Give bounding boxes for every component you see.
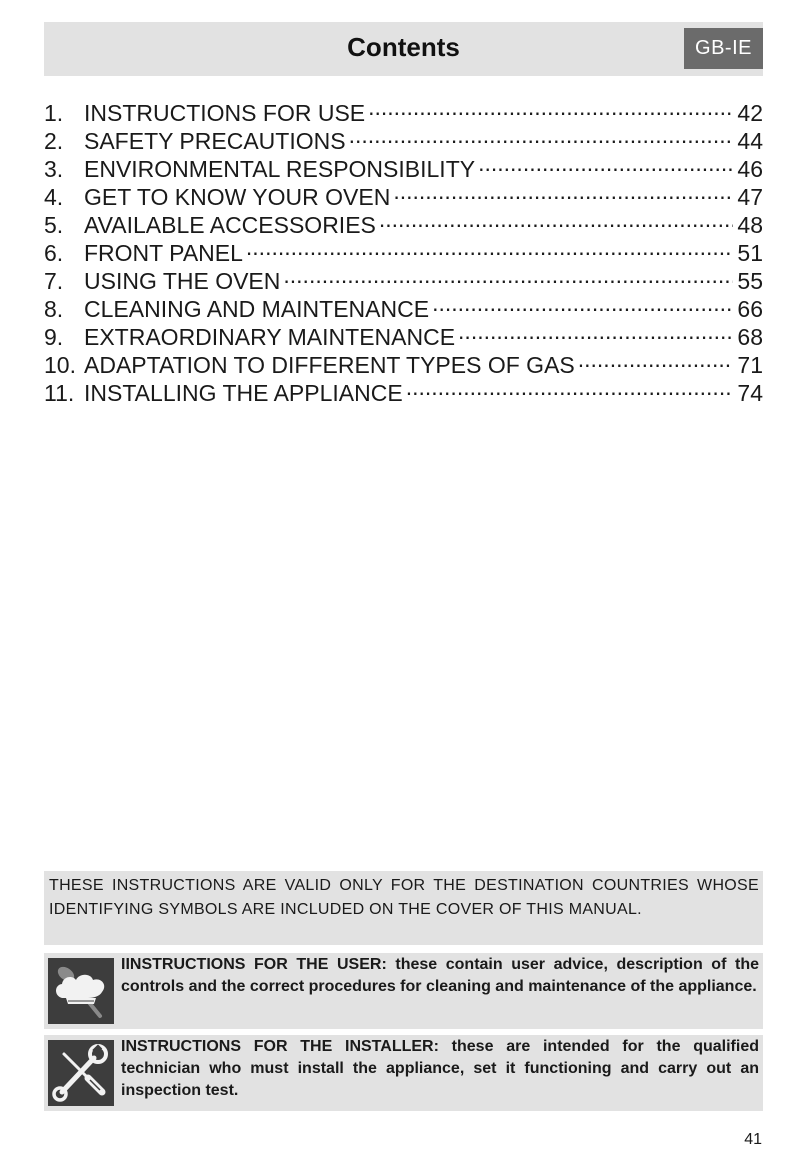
dot-leader — [406, 373, 734, 401]
wrench-screwdriver-icon — [48, 1040, 114, 1106]
toc-entry-page: 51 — [737, 240, 763, 266]
language-badge: GB-IE — [684, 28, 763, 69]
dot-leader — [478, 149, 733, 177]
dot-leader — [368, 93, 733, 121]
dot-leader — [458, 317, 733, 345]
user-instructions-text: IINSTRUCTIONS FOR THE USER: these contain user advice, description of the controls and the correct procedures for cleaning and maintenance of the appliance. — [121, 956, 759, 995]
toc-entry-number: 5. — [44, 212, 64, 238]
toc-entry-title: USING THE OVEN — [84, 268, 281, 294]
toc-entry-number: 3. — [44, 156, 64, 182]
dot-leader — [432, 289, 733, 317]
dot-leader — [379, 205, 734, 233]
page-number: 41 — [744, 1131, 762, 1148]
toc-entry-page: 44 — [737, 128, 763, 154]
chef-hat-spoon-icon — [48, 958, 114, 1024]
toc-entry-page: 66 — [737, 296, 763, 322]
toc-entry-page: 47 — [737, 184, 763, 210]
validity-notice: THESE INSTRUCTIONS ARE VALID ONLY FOR THE DESTINATION COUNTRIES WHOSE IDENTIFYING SYMBOLS ARE INCLUDED ON THE COVER OF THIS MANUAL. — [44, 871, 763, 945]
toc-entry-title: AVAILABLE ACCESSORIES — [84, 212, 376, 238]
dot-leader — [246, 233, 734, 261]
toc-entry-title: SAFETY PRECAUTIONS — [84, 128, 346, 154]
toc-entry-number: 2. — [44, 128, 64, 154]
toc-entry-page: 68 — [737, 324, 763, 350]
toc-entry-page: 55 — [737, 268, 763, 294]
toc-entry-number: 10. — [44, 352, 76, 378]
toc-entry-title: GET TO KNOW YOUR OVEN — [84, 184, 391, 210]
toc-entry-number: 9. — [44, 324, 64, 350]
toc-entry-title: ENVIRONMENTAL RESPONSIBILITY — [84, 156, 476, 182]
toc-entry-page: 42 — [737, 100, 763, 126]
toc-entry-page: 48 — [737, 212, 763, 238]
toc-entry-number: 7. — [44, 268, 64, 294]
toc-entry-number: 8. — [44, 296, 64, 322]
dot-leader — [578, 345, 734, 373]
toc-entry-page: 71 — [737, 352, 763, 378]
toc-entry-page: 74 — [737, 380, 763, 406]
installer-instructions-text: INSTRUCTIONS FOR THE INSTALLER: these are intended for the qualified technician who must install the appliance, set it functioning and carry out an inspection test. — [121, 1038, 759, 1099]
toc-entry-title: INSTALLING THE APPLIANCE — [84, 380, 403, 406]
toc-entry-title: INSTRUCTIONS FOR USE — [84, 100, 366, 126]
dot-leader — [393, 177, 733, 205]
toc-entry-number: 11. — [44, 380, 75, 406]
toc-entry-number: 1. — [44, 100, 64, 126]
dot-leader — [349, 121, 734, 149]
toc-entry-page: 46 — [737, 156, 763, 182]
toc-entry-title: EXTRAORDINARY MAINTENANCE — [84, 324, 456, 350]
toc-entry-title: ADAPTATION TO DIFFERENT TYPES OF GAS — [84, 352, 575, 378]
toc-entry-title: CLEANING AND MAINTENANCE — [84, 296, 430, 322]
toc-entry-instructions-for-use[interactable] — [44, 93, 763, 126]
dot-leader — [283, 261, 733, 289]
toc-entry-number: 6. — [44, 240, 64, 266]
installer-instructions-box — [44, 1035, 763, 1111]
user-instructions-box — [44, 953, 763, 1029]
toc-entry-title: FRONT PANEL — [84, 240, 243, 266]
toc-entry-number: 4. — [44, 184, 64, 210]
page-title: Contents — [347, 32, 460, 62]
table-of-contents — [44, 93, 763, 406]
